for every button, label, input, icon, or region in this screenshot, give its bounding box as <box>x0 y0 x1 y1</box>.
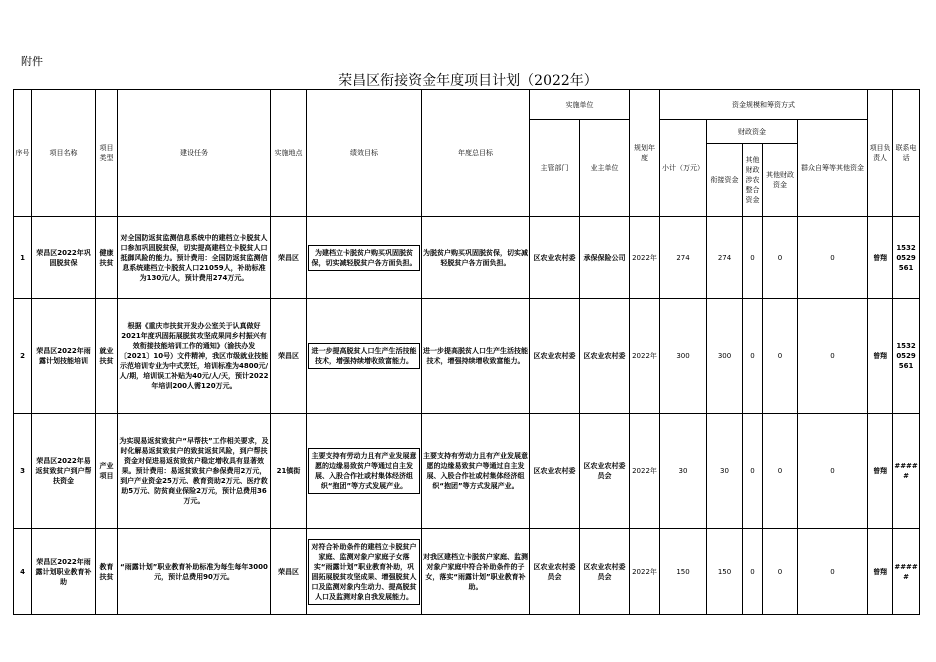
header-self-raised: 群众自筹等其他资金 <box>798 120 868 217</box>
cell-annual: 主要支持有劳动力且有产业发展意愿的边缘易致贫户等通过自主发展、入股合作社或村集体经济组织“抱团”等方式发展产业。 <box>422 414 530 529</box>
cell-self-raised: 0 <box>798 217 868 299</box>
header-plan-year: 规划年度 <box>630 90 660 217</box>
table-row <box>14 217 920 299</box>
header-perf: 绩效目标 <box>307 90 422 217</box>
cell-leader: 曾翔 <box>868 217 893 299</box>
cell-link-fund: 150 <box>707 529 743 615</box>
table-row <box>14 529 920 615</box>
table-row <box>14 299 920 414</box>
cell-owner: 区农业农村委员会 <box>580 414 630 529</box>
cell-year: 2022年 <box>630 217 660 299</box>
cell-link-fund: 30 <box>707 414 743 529</box>
page-title: 荣昌区衔接资金年度项目计划（2022年） <box>338 73 598 89</box>
header-type: 项目类型 <box>96 90 118 217</box>
cell-type: 产业项目 <box>96 414 118 529</box>
cell-other-fiscal: 0 <box>763 299 798 414</box>
cell-leader: 曾翔 <box>868 529 893 615</box>
cell-other-fiscal: 0 <box>763 414 798 529</box>
cell-type: 健康扶贫 <box>96 217 118 299</box>
cell-subtotal: 274 <box>660 217 707 299</box>
header-name: 项目名称 <box>32 90 96 217</box>
cell-type: 教育扶贫 <box>96 529 118 615</box>
cell-location: 荣昌区 <box>271 217 307 299</box>
header-phone: 联系电话 <box>893 90 920 217</box>
cell-phone: ##### <box>893 414 920 529</box>
cell-phone: 15320529561 <box>893 299 920 414</box>
cell-self-raised: 0 <box>798 299 868 414</box>
header-subtotal: 小计（万元） <box>660 120 707 217</box>
cell-annual: 进一步提高脱贫人口生产生活技能技术，增强持续增收致富能力。 <box>422 299 530 414</box>
cell-dept: 区农业农村委 <box>530 299 580 414</box>
cell-task: 对全国防返贫监测信息系统中的建档立卡脱贫人口参加巩固脱贫保，切实提高建档立卡脱贫人口抵御风险的能力。预计费用：全国防返贫监测信息系统建档立卡脱贫人口21059人，补助标准为130元/人，预计费用274万元。 <box>118 217 271 299</box>
cell-self-raised: 0 <box>798 414 868 529</box>
table-row <box>14 414 920 529</box>
cell-owner: 承保保险公司 <box>580 217 630 299</box>
header-annual: 年度总目标 <box>422 90 530 217</box>
cell-subtotal: 300 <box>660 299 707 414</box>
cell-other-fiscal: 0 <box>763 529 798 615</box>
cell-name: 荣昌区2022年雨露计划职业教育补助 <box>32 529 96 615</box>
cell-task: 为实现易返贫致贫户“早帮扶”工作相关要求，及时化解易返贫致贫户的致贫返贫风险，到户帮扶资金对促进易返贫致贫户稳定增收具有显著效果。预计费用：易返贫致贫户参保费用2万元，到户产业资金25万元、教育资助2万元、医疗救助5万元、防贫商业保险2万元，预计总费用36万元。 <box>118 414 271 529</box>
header-task: 建设任务 <box>118 90 271 217</box>
cell-task: 根据《重庆市扶贫开发办公室关于认真做好2021年度巩固拓展脱贫攻坚成果同乡村振兴有效衔接技能培训工作的通知》（渝扶办发〔2021〕10号）文件精神，我区市级就业技能示范培训专业为中式烹饪，培训标准为4800元/人/期，培训误工补贴为40元/人/天，预计2022年培训200人需120万元。 <box>118 299 271 414</box>
cell-year: 2022年 <box>630 529 660 615</box>
cell-name: 荣昌区2022年巩固脱贫保 <box>32 217 96 299</box>
header-seq: 序号 <box>14 90 32 217</box>
cell-owner: 区农业农村委员会 <box>580 529 630 615</box>
cell-location: 荣昌区 <box>271 529 307 615</box>
project-plan-table <box>13 89 920 615</box>
header-link-fund: 衔接资金 <box>707 144 743 217</box>
header-leader: 项目负责人 <box>868 90 893 217</box>
cell-seq: 1 <box>14 217 32 299</box>
cell-owner: 区农业农村委 <box>580 299 630 414</box>
cell-subtotal: 150 <box>660 529 707 615</box>
cell-phone: 15320529561 <box>893 217 920 299</box>
cell-location: 21镇街 <box>271 414 307 529</box>
cell-perf: 进一步提高脱贫人口生产生活技能技术，增强持续增收致富能力。 <box>308 343 420 369</box>
header-fiscal: 财政资金 <box>707 120 798 144</box>
cell-other-integrated: 0 <box>743 217 763 299</box>
cell-leader: 曾翔 <box>868 299 893 414</box>
header-dept: 主管部门 <box>530 120 580 217</box>
cell-dept: 区农业农村委员会 <box>530 529 580 615</box>
cell-other-integrated: 0 <box>743 299 763 414</box>
cell-dept: 区农业农村委 <box>530 414 580 529</box>
cell-phone: ##### <box>893 529 920 615</box>
header-funding: 资金规模和筹资方式 <box>660 90 868 120</box>
attachment-label: 附件 <box>21 55 43 68</box>
cell-perf: 主要支持有劳动力且有产业发展意愿的边缘易致贫户等通过自主发展、入股合作社或村集体经济组织“抱团”等方式发展产业。 <box>308 448 420 494</box>
header-impl-unit: 实施单位 <box>530 90 630 120</box>
cell-name: 荣昌区2022年雨露计划技能培训 <box>32 299 96 414</box>
cell-leader: 曾翔 <box>868 414 893 529</box>
cell-self-raised: 0 <box>798 529 868 615</box>
cell-link-fund: 274 <box>707 217 743 299</box>
cell-seq: 3 <box>14 414 32 529</box>
cell-perf: 对符合补助条件的建档立卡脱贫户家庭、监测对象户家庭子女落实“雨露计划”职业教育补助，巩固拓展脱贫攻坚成果、增强脱贫人口及监测对象内生动力、提高脱贫人口及监测对象自我发展能力。 <box>308 539 420 605</box>
cell-seq: 4 <box>14 529 32 615</box>
cell-name: 荣昌区2022年易返贫致贫户到户帮扶资金 <box>32 414 96 529</box>
cell-annual: 对我区建档立卡脱贫户家庭、监测对象户家庭中符合补助条件的子女，落实“雨露计划”职业教育补助。 <box>422 529 530 615</box>
cell-subtotal: 30 <box>660 414 707 529</box>
cell-link-fund: 300 <box>707 299 743 414</box>
header-owner: 业主单位 <box>580 120 630 217</box>
cell-other-integrated: 0 <box>743 414 763 529</box>
cell-other-fiscal: 0 <box>763 217 798 299</box>
cell-perf: 为建档立卡脱贫户购买巩固脱贫保，切实减轻脱贫户各方面负担。 <box>308 245 420 271</box>
header-location: 实施地点 <box>271 90 307 217</box>
cell-type: 就业扶贫 <box>96 299 118 414</box>
cell-annual: 为脱贫户购买巩固脱贫保，切实减轻脱贫户各方面负担。 <box>422 217 530 299</box>
cell-dept: 区农业农村委 <box>530 217 580 299</box>
cell-other-integrated: 0 <box>743 529 763 615</box>
header-other-fiscal: 其他财政资金 <box>763 144 798 217</box>
cell-year: 2022年 <box>630 299 660 414</box>
header-row-1 <box>14 90 920 120</box>
cell-year: 2022年 <box>630 414 660 529</box>
cell-location: 荣昌区 <box>271 299 307 414</box>
cell-task: “雨露计划”职业教育补助标准为每生每年3000元，预计总费用90万元。 <box>118 529 271 615</box>
cell-seq: 2 <box>14 299 32 414</box>
header-other-integrated: 其他财政涉农整合资金 <box>743 144 763 217</box>
